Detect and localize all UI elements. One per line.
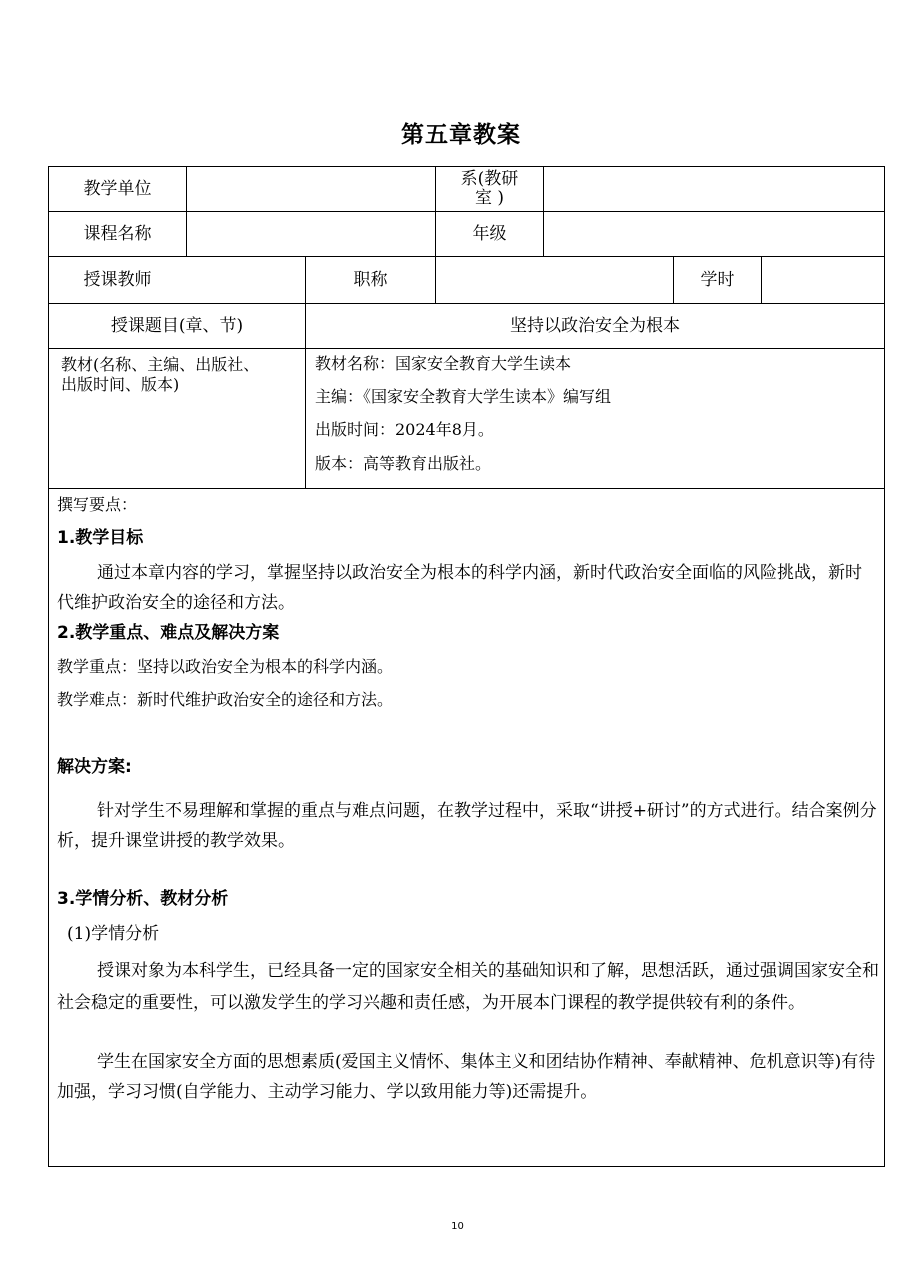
- teacher-label: 授课教师: [83, 269, 152, 290]
- grade-label: 年级: [472, 223, 507, 244]
- section1-heading: 1.教学目标: [57, 528, 144, 548]
- material-edition: 版本：高等教育出版社。: [315, 454, 492, 473]
- course-label: 课程名称: [83, 223, 152, 244]
- material-date: 出版时间：2024年8月。: [315, 420, 494, 439]
- material-label-line1: 教材(名称、主编、出版社、: [61, 355, 260, 374]
- section1-paragraph: 通过本章内容的学习，掌握坚持以政治安全为根本的科学内涵，新时代政治安全面临的风险挑战，新时代维护政治安全的途径和方法。: [57, 563, 862, 613]
- lesson-plan-table: [48, 166, 885, 1167]
- row-divider: [49, 488, 884, 489]
- topic-value: 坚持以政治安全为根本: [510, 315, 680, 336]
- material-name: 教材名称：国家安全教育大学生读本: [315, 354, 572, 373]
- hours-label: 学时: [700, 269, 735, 290]
- section3-heading: 3.学情分析、教材分析: [57, 889, 229, 909]
- section3-paragraph2: 学生在国家安全方面的思想素质(爱国主义情怀、集体主义和团结协作精神、奉献精神、危机意识等)有待加强，学习习惯(自学能力、主动学习能力、学以致用能力等)还需提升。: [57, 1052, 876, 1102]
- difficult-points: 教学难点：新时代维护政治安全的途径和方法。: [57, 690, 394, 709]
- rank-label: 职称: [353, 269, 388, 290]
- section2-heading: 2.教学重点、难点及解决方案: [57, 623, 280, 643]
- col-divider: [761, 256, 762, 303]
- dept-label: [436, 167, 543, 211]
- writing-notes-intro: 撰写要点：: [57, 495, 138, 514]
- key-points: 教学重点：坚持以政治安全为根本的科学内涵。: [57, 657, 394, 676]
- material-editor: 主编：《国家安全教育大学生读本》编写组: [315, 387, 612, 406]
- unit-label: 教学单位: [83, 178, 152, 199]
- page-title: 第五章教案: [401, 122, 521, 148]
- material-label-line2: 出版时间、版本): [61, 375, 180, 394]
- section3-paragraph1: 授课对象为本科学生，已经具备一定的国家安全相关的基础知识和了解，思想活跃，通过强调国家安全和社会稳定的重要性，可以激发学生的学习兴趣和责任感，为开展本门课程的教学提供较有利的条件。: [57, 961, 879, 1013]
- dept-label-line1: 系(教研: [460, 169, 519, 189]
- col-divider: [435, 256, 436, 303]
- col-divider: [186, 167, 187, 256]
- solution-paragraph: 针对学生不易理解和掌握的重点与难点问题，在教学过程中，采取“讲授+研讨”的方式进行。结合案例分析，提升课堂讲授的教学效果。: [57, 801, 877, 851]
- section3-subheading: (1)学情分析: [67, 924, 160, 944]
- row-divider: [49, 348, 884, 349]
- page-number: 10: [451, 1221, 464, 1232]
- material-label: [61, 355, 301, 395]
- dept-label-line2: 室 ): [474, 188, 505, 208]
- topic-label: 授课题目(章、节): [110, 315, 244, 336]
- col-divider: [543, 167, 544, 256]
- solution-heading: 解决方案:: [57, 757, 132, 777]
